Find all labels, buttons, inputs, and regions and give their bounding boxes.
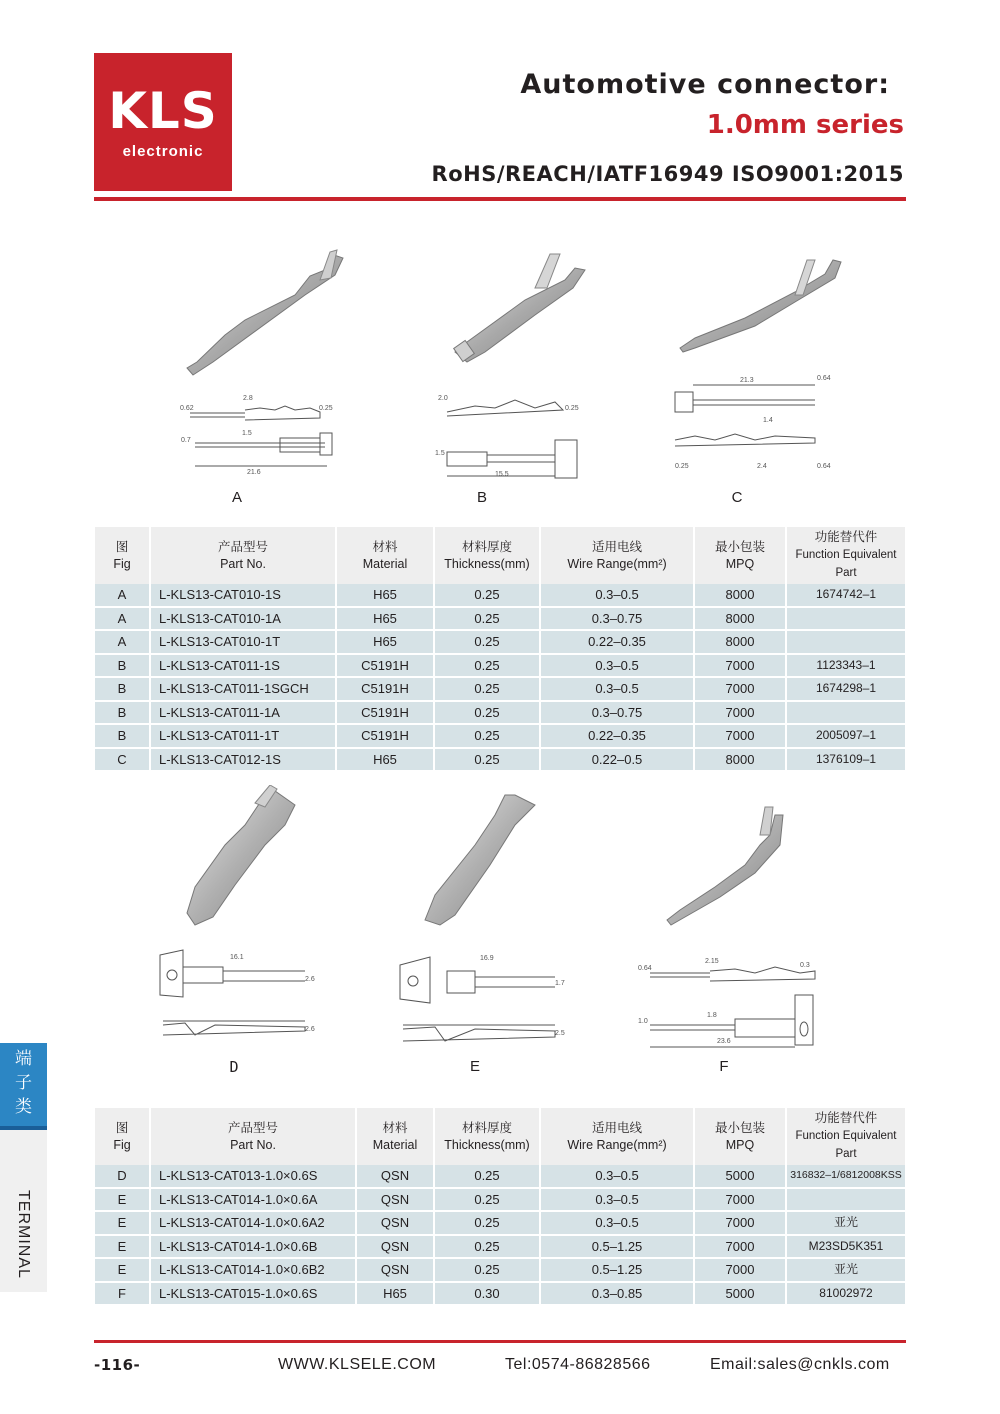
dim-f-3: 0.3 (800, 962, 810, 969)
cell-wire: 0.3–0.5 (540, 654, 694, 678)
cell-wire: 0.5–1.25 (540, 1258, 694, 1282)
header-thickness-cn: 材料厚度 (461, 539, 512, 554)
terminal-a-photo (187, 250, 343, 375)
terminal-b-photo (454, 254, 585, 362)
header-mpq-cn: 最小包装 (714, 1120, 765, 1135)
cell-equiv: 1123343–1 (786, 654, 905, 678)
table-row (95, 1282, 905, 1306)
header-fig-en: Fig (113, 556, 131, 571)
cell-material: C5191H (336, 677, 434, 701)
terminal-c-drawing (675, 385, 815, 446)
cell-wire: 0.3–0.5 (540, 584, 694, 607)
cell-equiv: 316832–1/6812008KSS (786, 1165, 905, 1188)
terminal-f-drawing (650, 967, 815, 1047)
dim-f-2: 2.15 (705, 958, 719, 965)
table-row (95, 748, 905, 772)
dim-c-3: 1.4 (763, 417, 773, 424)
cell-part: L-KLS13-CAT014-1.0×0.6A2 (150, 1211, 356, 1235)
figure-label-c: C (731, 489, 743, 506)
side-tab-cn-label (0, 1043, 47, 1128)
header-material-en: Material (372, 1137, 418, 1152)
cell-thickness: 0.25 (434, 1235, 540, 1259)
cell-material: C5191H (336, 724, 434, 748)
cell-mpq: 7000 (694, 1235, 786, 1259)
cell-thickness: 0.25 (434, 1258, 540, 1282)
cell-equiv (786, 607, 905, 631)
cell-mpq: 7000 (694, 654, 786, 678)
header-thickness-en: Thickness(mm) (444, 556, 530, 571)
logo-mark: KLS (108, 82, 218, 140)
cell-fig: A (95, 584, 150, 607)
cell-material: H65 (336, 748, 434, 772)
table-row (95, 1211, 905, 1235)
cell-equiv: 亚光 (786, 1211, 905, 1235)
header-fig-cn: 图 (115, 1120, 129, 1135)
cell-thickness: 0.25 (434, 748, 540, 772)
header-wire-en: Wire Range(mm²) (567, 556, 667, 571)
header-thickness-cn: 材料厚度 (461, 1120, 512, 1135)
dim-c-2: 0.64 (817, 375, 831, 382)
dim-b-2: 0.25 (565, 405, 579, 412)
cell-wire: 0.22–0.35 (540, 724, 694, 748)
terminal-e-drawing (400, 957, 555, 1041)
header-equiv-cn: 功能替代件 (814, 1111, 878, 1125)
terminal-d-drawing (160, 950, 305, 1035)
cell-material: H65 (336, 630, 434, 654)
cell-fig: E (95, 1211, 150, 1235)
terminal-b-drawing (447, 400, 577, 478)
cell-fig: F (95, 1282, 150, 1306)
figure-label-f: F (719, 1058, 729, 1075)
cell-material: H65 (356, 1282, 434, 1306)
header-material-en: Material (362, 556, 408, 571)
header-part-cn: 产品型号 (217, 539, 268, 554)
terminal-f-photo (667, 807, 783, 925)
header-equiv-cn: 功能替代件 (814, 530, 878, 544)
cell-wire: 0.3–0.5 (540, 1165, 694, 1188)
cell-mpq: 7000 (694, 724, 786, 748)
header-wire-cn: 适用电线 (591, 1120, 642, 1135)
figure-label-e: E (469, 1058, 480, 1075)
header-mpq-en: MPQ (725, 556, 755, 571)
cell-mpq: 7000 (694, 701, 786, 725)
cell-mpq: 8000 (694, 584, 786, 607)
cell-fig: C (95, 748, 150, 772)
cell-wire: 0.3–0.5 (540, 1188, 694, 1212)
cell-part: L-KLS13-CAT014-1.0×0.6A (150, 1188, 356, 1212)
cell-part: L-KLS13-CAT011-1A (150, 701, 336, 725)
dim-a-3: 0.25 (319, 405, 333, 412)
cell-fig: B (95, 724, 150, 748)
header-mpq-en: MPQ (725, 1137, 755, 1152)
cell-part: L-KLS13-CAT014-1.0×0.6B (150, 1235, 356, 1259)
cell-wire: 0.3–0.5 (540, 1211, 694, 1235)
dim-c-5: 2.4 (757, 463, 767, 470)
cell-equiv: 1376109–1 (786, 748, 905, 772)
dim-f-5: 1.8 (707, 1012, 717, 1019)
footer-email[interactable]: Email:sales@cnkls.com (710, 1356, 890, 1373)
dim-c-1: 21.3 (740, 377, 754, 384)
footer-divider (94, 1340, 906, 1343)
side-tab-cn-text: 端 子 类 (15, 1049, 32, 1116)
cell-equiv: 亚光 (786, 1258, 905, 1282)
table-1-header (95, 527, 905, 584)
table-row (95, 701, 905, 725)
cell-thickness: 0.30 (434, 1282, 540, 1306)
page-title: Automotive connector: (520, 69, 890, 100)
table-row (95, 724, 905, 748)
table-2-header (95, 1108, 905, 1165)
table-row (95, 1165, 905, 1188)
dim-c-4: 0.25 (675, 463, 689, 470)
cell-part: L-KLS13-CAT011-1SGCH (150, 677, 336, 701)
terminal-d-photo (187, 785, 295, 925)
header-part-en: Part No. (220, 556, 266, 571)
cell-mpq: 8000 (694, 607, 786, 631)
dim-e-1: 16.9 (480, 955, 494, 962)
header-divider (94, 197, 906, 201)
table-row (95, 1188, 905, 1212)
terminal-a-drawing (190, 406, 332, 466)
cell-thickness: 0.25 (434, 724, 540, 748)
dim-d-2: 2.6 (305, 976, 315, 983)
cell-wire: 0.3–0.5 (540, 677, 694, 701)
cell-part: L-KLS13-CAT011-1T (150, 724, 336, 748)
footer-website[interactable]: WWW.KLSELE.COM (278, 1356, 437, 1373)
table-row (95, 630, 905, 654)
cell-thickness: 0.25 (434, 677, 540, 701)
cell-thickness: 0.25 (434, 654, 540, 678)
cell-material: C5191H (336, 701, 434, 725)
certifications: RoHS/REACH/IATF16949 ISO9001:2015 (431, 162, 904, 186)
cell-thickness: 0.25 (434, 1165, 540, 1188)
header-equiv-en: Function Equivalent Part (795, 549, 897, 579)
side-tab-en-label: TERMINAL (15, 1190, 32, 1279)
cell-material: QSN (356, 1165, 434, 1188)
table-row (95, 1235, 905, 1259)
cell-mpq: 8000 (694, 748, 786, 772)
dim-f-6: 23.6 (717, 1038, 731, 1045)
table-row (95, 677, 905, 701)
company-logo (94, 53, 232, 191)
spec-table-2 (95, 1108, 905, 1306)
cell-material: QSN (356, 1211, 434, 1235)
cell-part: L-KLS13-CAT012-1S (150, 748, 336, 772)
cell-fig: A (95, 630, 150, 654)
cell-mpq: 5000 (694, 1282, 786, 1306)
cell-material: QSN (356, 1188, 434, 1212)
cell-part: L-KLS13-CAT010-1S (150, 584, 336, 607)
cell-thickness: 0.25 (434, 607, 540, 631)
cell-equiv: 1674298–1 (786, 677, 905, 701)
dim-d-1: 16.1 (230, 954, 244, 961)
terminal-c-photo (680, 260, 841, 352)
table-row (95, 584, 905, 607)
cell-thickness: 0.25 (434, 1188, 540, 1212)
cell-mpq: 7000 (694, 677, 786, 701)
header-fig-en: Fig (113, 1137, 131, 1152)
cell-mpq: 7000 (694, 1211, 786, 1235)
header-fig-cn: 图 (115, 539, 129, 554)
header-thickness-en: Thickness(mm) (444, 1137, 530, 1152)
cell-fig: B (95, 701, 150, 725)
cell-thickness: 0.25 (434, 701, 540, 725)
figure-label-a: A (231, 489, 242, 506)
header-wire-cn: 适用电线 (591, 539, 642, 554)
cell-part: L-KLS13-CAT015-1.0×0.6S (150, 1282, 356, 1306)
cell-material: H65 (336, 584, 434, 607)
table-row (95, 607, 905, 631)
cell-mpq: 7000 (694, 1188, 786, 1212)
cell-wire: 0.3–0.75 (540, 701, 694, 725)
cell-part: L-KLS13-CAT010-1A (150, 607, 336, 631)
cell-wire: 0.5–1.25 (540, 1235, 694, 1259)
cell-fig: D (95, 1165, 150, 1188)
dim-d-3: 2.6 (305, 1026, 315, 1033)
cell-material: QSN (356, 1258, 434, 1282)
cell-equiv (786, 630, 905, 654)
header-material-cn: 材料 (372, 539, 398, 554)
figure-label-b: B (476, 489, 487, 506)
cell-part: L-KLS13-CAT013-1.0×0.6S (150, 1165, 356, 1188)
dim-e-2: 1.7 (555, 980, 565, 987)
cell-fig: A (95, 607, 150, 631)
cell-equiv (786, 701, 905, 725)
cell-fig: E (95, 1258, 150, 1282)
bottom-figures (95, 785, 905, 1055)
dim-c-6: 0.64 (817, 463, 831, 470)
cell-equiv: M23SD5K351 (786, 1235, 905, 1259)
cell-mpq: 7000 (694, 1258, 786, 1282)
cell-equiv: 81002972 (786, 1282, 905, 1306)
dim-b-1: 2.0 (438, 395, 448, 402)
cell-material: C5191H (336, 654, 434, 678)
cell-thickness: 0.25 (434, 630, 540, 654)
dim-a-2: 2.8 (243, 395, 253, 402)
dim-a-5: 1.5 (242, 430, 252, 437)
page-number: -116- (94, 1356, 141, 1374)
cell-material: H65 (336, 607, 434, 631)
header-part-en: Part No. (230, 1137, 276, 1152)
dim-b-3: 1.5 (435, 450, 445, 457)
header-wire-en: Wire Range(mm²) (567, 1137, 667, 1152)
table-row (95, 1258, 905, 1282)
dim-b-4: 15.5 (495, 471, 509, 478)
terminal-e-photo (425, 795, 535, 925)
cell-equiv (786, 1188, 905, 1212)
cell-thickness: 0.25 (434, 584, 540, 607)
header-material-cn: 材料 (382, 1120, 408, 1135)
cell-wire: 0.3–0.75 (540, 607, 694, 631)
top-figures (95, 240, 905, 490)
cell-thickness: 0.25 (434, 1211, 540, 1235)
cell-mpq: 5000 (694, 1165, 786, 1188)
cell-wire: 0.22–0.35 (540, 630, 694, 654)
dim-e-3: 2.5 (555, 1030, 565, 1037)
footer-telephone: Tel:0574-86828566 (505, 1356, 651, 1373)
cell-fig: B (95, 654, 150, 678)
header-part-cn: 产品型号 (227, 1120, 278, 1135)
cell-mpq: 8000 (694, 630, 786, 654)
logo-subtitle: electronic (122, 143, 204, 160)
dim-a-6: 21.6 (247, 469, 261, 476)
dim-a-4: 0.7 (181, 437, 191, 444)
cell-fig: E (95, 1235, 150, 1259)
cell-fig: E (95, 1188, 150, 1212)
figure-label-d: D (229, 1058, 239, 1076)
cell-equiv: 2005097–1 (786, 724, 905, 748)
dim-f-1: 0.64 (638, 965, 652, 972)
cell-part: L-KLS13-CAT011-1S (150, 654, 336, 678)
cell-part: L-KLS13-CAT010-1T (150, 630, 336, 654)
cell-equiv: 1674742–1 (786, 584, 905, 607)
header-mpq-cn: 最小包装 (714, 539, 765, 554)
cell-fig: B (95, 677, 150, 701)
series-title: 1.0mm series (706, 110, 904, 140)
dim-f-4: 1.0 (638, 1018, 648, 1025)
table-row (95, 654, 905, 678)
dim-a-1: 0.62 (180, 405, 194, 412)
cell-material: QSN (356, 1235, 434, 1259)
cell-wire: 0.3–0.85 (540, 1282, 694, 1306)
spec-table-1 (95, 527, 905, 772)
cell-wire: 0.22–0.5 (540, 748, 694, 772)
cell-part: L-KLS13-CAT014-1.0×0.6B2 (150, 1258, 356, 1282)
header-equiv-en: Function Equivalent Part (795, 1130, 897, 1160)
